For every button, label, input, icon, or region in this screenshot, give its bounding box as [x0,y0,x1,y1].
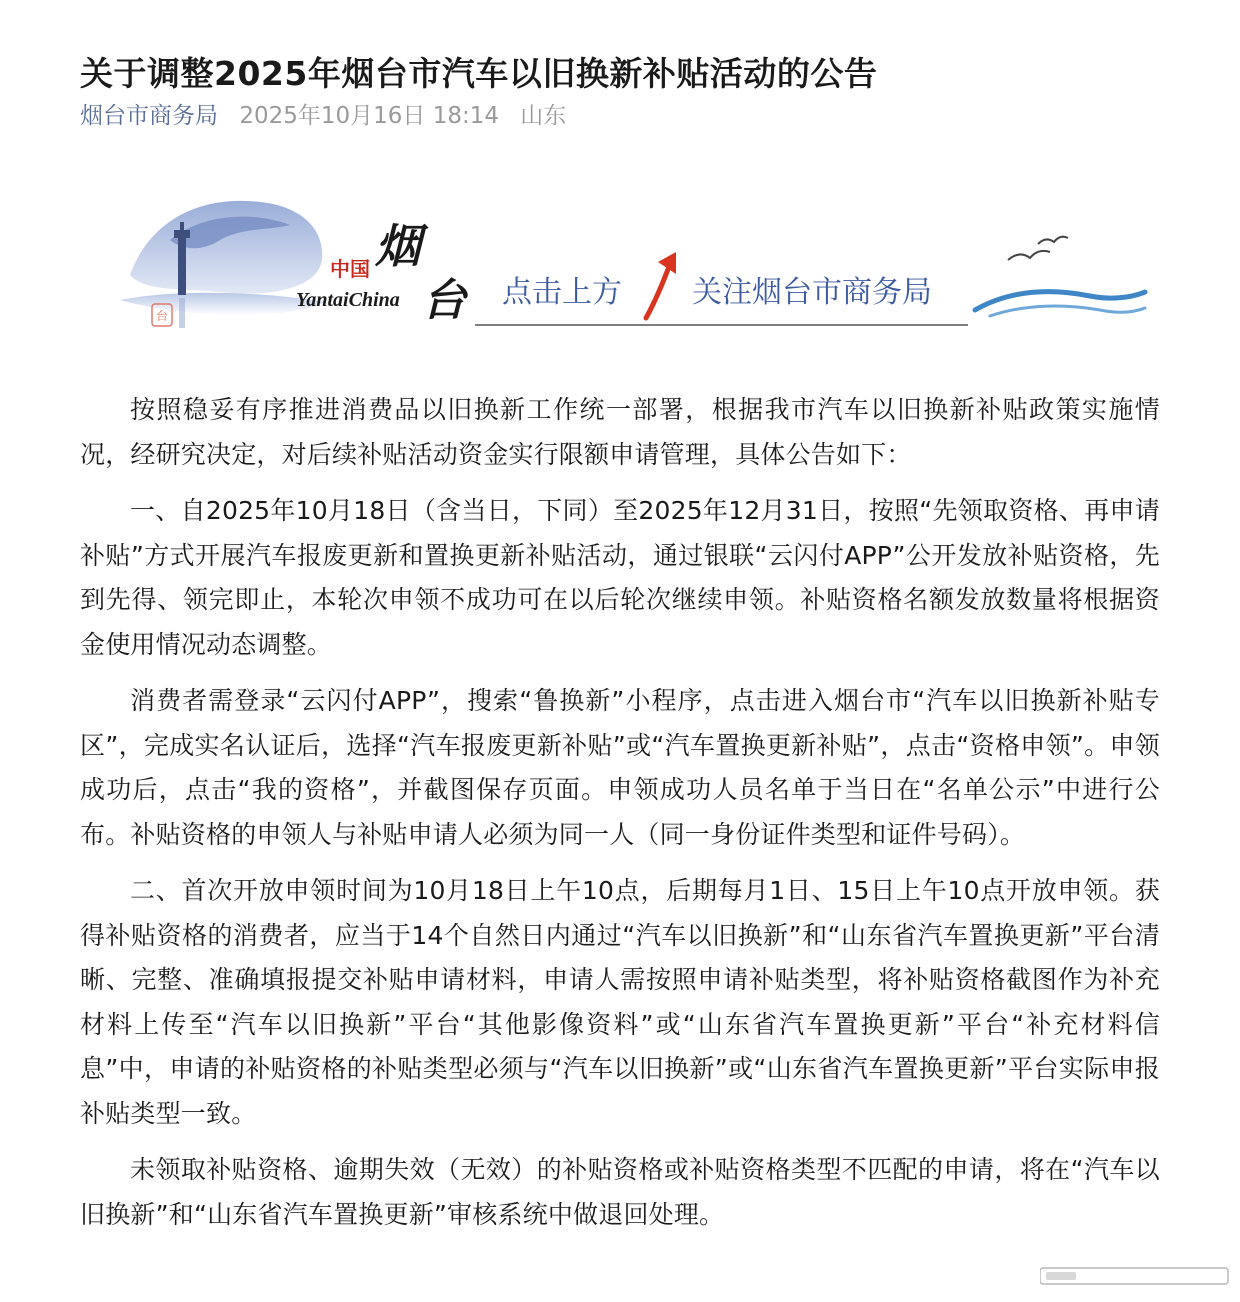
publish-time: 2025年10月16日 18:14 [239,103,499,129]
paragraph: 一、自2025年10月18日（含当日，下同）至2025年12月31日，按照“先领取资格、再申请补贴”方式开展汽车报废更新和置换更新补贴活动，通过银联“云闪付APP”公开发放补贴资格，先到先得、领完即止，本轮次申领不成功可在以后轮次继续申领。补贴资格名额发放数量将根据资金使用情况动态调整。 [80,496,1160,659]
logo-cn-big-2: 台 [422,275,466,326]
slogan-right: 关注烟台市商务局 [692,275,932,310]
horizontal-scrollbar[interactable] [1040,1266,1230,1286]
birds-icon [1008,237,1068,260]
logo-en: YantaiChina [296,289,400,311]
publish-location: 山东 [520,103,567,129]
paragraph: 按照稳妥有序推进消费品以旧换新工作统一部署，根据我市汽车以旧换新补贴政策实施情况，经研究决定，对后续补贴活动资金实行限额申请管理，具体公告如下： [80,395,1160,469]
paragraph: 未领取补贴资格、逾期失效（无效）的补贴资格或补贴资格类型不匹配的申请，将在“汽车以旧换新”和“山东省汽车置换更新”审核系统中做退回处理。 [80,1155,1160,1229]
article-meta [80,98,566,134]
logo-cn-small: 中国 [330,259,370,281]
yantai-logo [296,219,471,326]
scrollbar-thumb[interactable] [1046,1272,1076,1280]
slogan-left: 点击上方 [502,275,622,310]
ink-landscape-illustration [120,201,325,328]
waves-icon [975,292,1145,316]
follow-banner[interactable] [110,180,1150,350]
article-title: 关于调整2025年烟台市汽车以旧换新补贴活动的公告 [80,54,878,94]
svg-text:台: 台 [155,309,169,323]
logo-cn-big-1: 烟 [375,219,421,273]
article-body [80,388,1160,1249]
arrow-up-icon [646,252,676,318]
paragraph: 二、首次开放申领时间为10月18日上午10点，后期每月1日、15日上午10点开放申领。获得补贴资格的消费者，应当于14个自然日内通过“汽车以旧换新”和“山东省汽车置换更新”平台清晰、完整、准确填报提交补贴申请材料，申请人需按照申请补贴类型，将补贴资格截图作为补充材料上传至“汽车以旧换新”平台“其他影像资料”或“山东省汽车置换更新”平台“补充材料信息”中，申请的补贴资格的补贴类型必须与“汽车以旧换新”或“山东省汽车置换更新”平台实际申报补贴类型一致。 [80,876,1160,1128]
paragraph: 消费者需登录“云闪付APP”，搜索“鲁换新”小程序，点击进入烟台市“汽车以旧换新补贴专区”，完成实名认证后，选择“汽车报废更新补贴”或“汽车置换更新补贴”，点击“资格申领”。申领成功后，点击“我的资格”，并截图保存页面。申领成功人员名单于当日在“名单公示”中进行公布。补贴资格的申领人与补贴申请人必须为同一人（同一身份证件类型和证件号码）。 [80,686,1160,849]
author-link[interactable]: 烟台市商务局 [80,103,218,129]
